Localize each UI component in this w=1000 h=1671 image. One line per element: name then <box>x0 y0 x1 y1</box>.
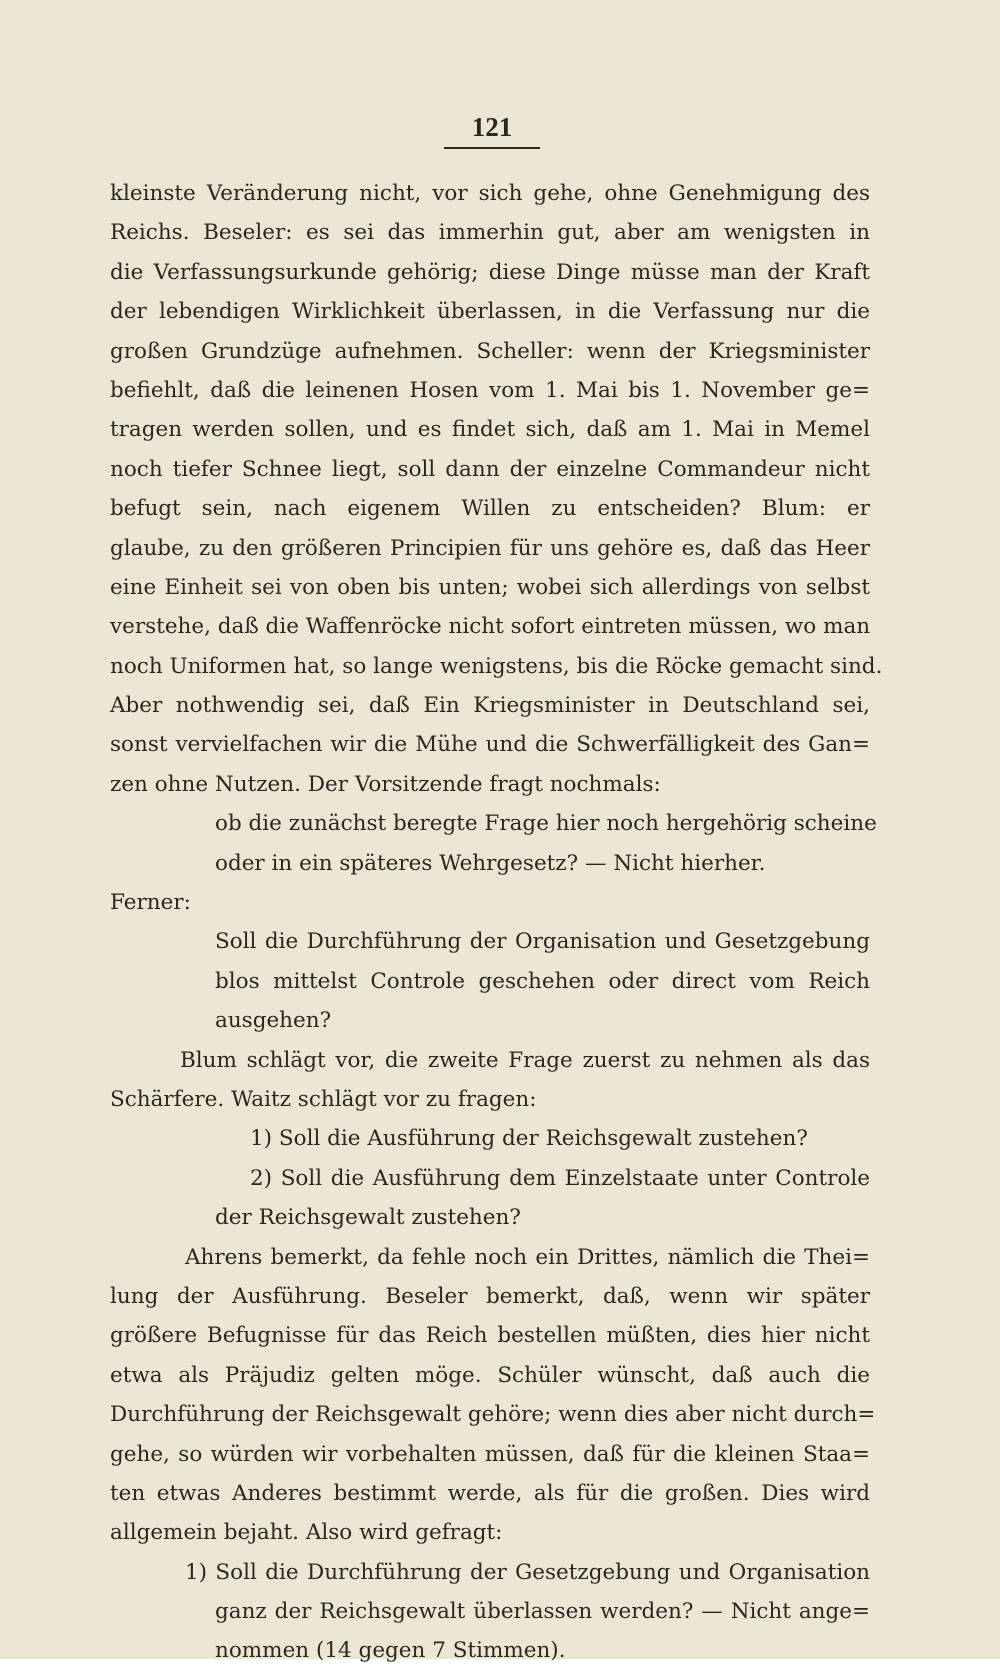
text-line: 1) Soll die Durchführung der Gesetzgebung und Organisation <box>185 1559 870 1585</box>
text-line: 2) Soll die Ausführung dem Einzelstaate unter Controle <box>250 1165 870 1191</box>
body-text <box>110 174 883 1671</box>
text-line: tragen werden sollen, und es findet sich, daß am 1. Mai in Memel <box>110 417 870 443</box>
text-line: ausgehen? <box>215 1008 332 1034</box>
text-line: größere Befugnisse für das Reich bestellen müßten, dies hier nicht <box>110 1323 870 1349</box>
text-line: großen Grundzüge aufnehmen. Scheller: wenn der Kriegsminister <box>110 338 870 364</box>
text-line: ganz der Reichsgewalt überlassen werden? — Nicht ange= <box>215 1599 870 1625</box>
text-line: nommen (14 gegen 7 Stimmen). <box>215 1638 566 1664</box>
page-number: 121 <box>471 112 513 142</box>
text-line: blos mittelst Controle geschehen oder direct vom Reich <box>215 968 870 994</box>
text-line: befiehlt, daß die leinenen Hosen vom 1. Mai bis 1. November ge= <box>110 377 870 403</box>
text-line: verstehe, daß die Waffenröcke nicht sofort eintreten müssen, wo man <box>110 614 871 640</box>
text-line: Durchführung der Reichsgewalt gehöre; wenn dies aber nicht durch= <box>110 1402 876 1428</box>
text-line: Aber nothwendig sei, daß Ein Kriegsminister in Deutschland sei, <box>110 693 870 719</box>
text-line: lung der Ausführung. Beseler bemerkt, daß, wenn wir später <box>110 1283 870 1309</box>
text-line: Ahrens bemerkt, da fehle noch ein Drittes, nämlich die Thei= <box>185 1244 870 1270</box>
text-line: zen ohne Nutzen. Der Vorsitzende fragt nochmals: <box>110 771 661 797</box>
text-line: Soll die Durchführung der Organisation und Gesetzgebung <box>215 929 870 955</box>
text-line: Blum schlägt vor, die zweite Frage zuerst zu nehmen als das <box>180 1047 870 1073</box>
page-number-rule <box>444 147 540 149</box>
text-line: gehe, so würden wir vorbehalten müssen, daß für die kleinen Staa= <box>110 1441 870 1467</box>
text-line: ten etwas Anderes bestimmt werde, als für die großen. Dies wird <box>110 1480 870 1506</box>
text-line: eine Einheit sei von oben bis unten; wobei sich allerdings von selbst <box>110 574 870 600</box>
text-line: glaube, zu den größeren Principien für uns gehöre es, daß das Heer <box>110 535 870 561</box>
text-line: allgemein bejaht. Also wird gefragt: <box>110 1520 503 1546</box>
text-line: der Reichsgewalt zustehen? <box>215 1205 521 1231</box>
text-line: sonst vervielfachen wir die Mühe und die Schwerfälligkeit des Gan= <box>110 732 870 758</box>
text-line: 1) Soll die Ausführung der Reichsgewalt zustehen? <box>250 1126 808 1152</box>
text-line: noch tiefer Schnee liegt, soll dann der einzelne Commandeur nicht <box>110 456 870 482</box>
text-line: befugt sein, nach eigenem Willen zu entscheiden? Blum: er <box>110 496 870 522</box>
text-line: noch Uniformen hat, so lange wenigstens, bis die Röcke gemacht sind. <box>110 653 883 679</box>
text-line: oder in ein späteres Wehrgesetz? — Nicht hierher. <box>215 850 766 876</box>
text-line: der lebendigen Wirklichkeit überlassen, in die Verfassung nur die <box>110 299 870 325</box>
text-line: Schärfere. Waitz schlägt vor zu fragen: <box>110 1086 537 1112</box>
text-line: etwa als Präjudiz gelten möge. Schüler wünscht, daß auch die <box>110 1362 870 1388</box>
text-line: Ferner: <box>110 890 191 916</box>
text-line: ob die zunächst beregte Frage hier noch hergehörig scheine <box>215 811 877 837</box>
text-line: die Verfassungsurkunde gehörig; diese Dinge müsse man der Kraft <box>110 259 870 285</box>
text-line: Reichs. Beseler: es sei das immerhin gut, aber am wenigsten in <box>110 220 870 246</box>
text-line: kleinste Veränderung nicht, vor sich gehe, ohne Genehmigung des <box>110 181 870 206</box>
